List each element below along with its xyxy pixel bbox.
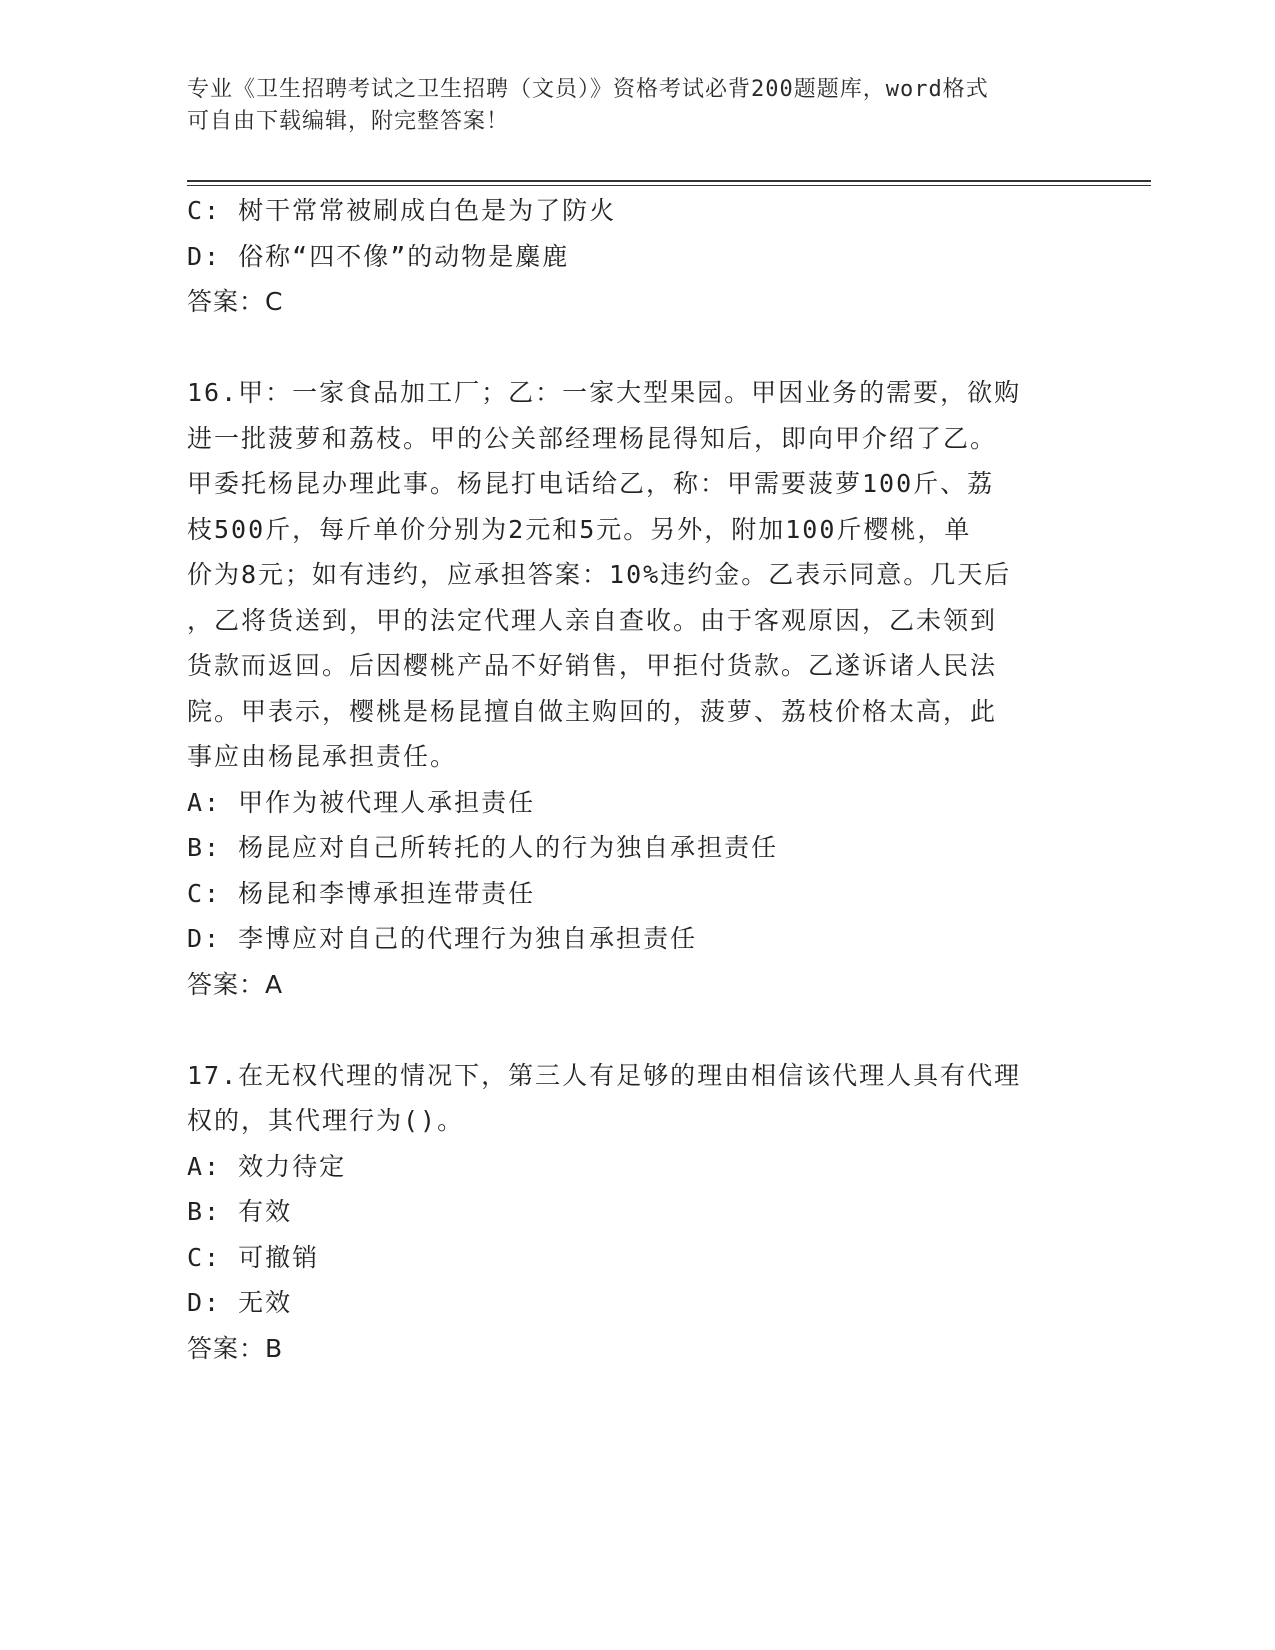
q16-stem-line: 16.甲：一家食品加工厂；乙：一家大型果园。甲因业务的需要，欲购 [187, 378, 1022, 407]
q16-stem-line: 甲委托杨昆办理此事。杨昆打电话给乙，称：甲需要菠萝100斤、荔 [187, 469, 995, 498]
q17-stem [187, 1053, 1067, 1144]
q15-option-c: C: 树干常常被刷成白色是为了防火 [187, 196, 617, 225]
header-divider-thin [187, 185, 1151, 186]
q16-option-c: C: 杨昆和李博承担连带责任 [187, 878, 536, 908]
q17-answer: 答案：B [187, 1333, 284, 1363]
q17-stem-line: 权的，其代理行为()。 [187, 1106, 465, 1135]
spacer [187, 1007, 1067, 1053]
header-divider-thick [187, 180, 1151, 182]
q16-stem-line: 价为8元；如有违约，应承担答案：10%违约金。乙表示同意。几天后 [187, 560, 1012, 589]
q17-option-c: C: 可撤销 [187, 1242, 320, 1272]
q15-answer: 答案：C [187, 287, 284, 316]
q16-stem-line: 进一批菠萝和荔枝。甲的公关部经理杨昆得知后，即向甲介绍了乙。 [187, 423, 998, 453]
q15-option-d: D: 俗称“四不像”的动物是麋鹿 [187, 241, 570, 271]
q16-option-a: A: 甲作为被代理人承担责任 [187, 787, 536, 817]
q16-option-d: D: 李博应对自己的代理行为独自承担责任 [187, 924, 698, 953]
q16-stem [187, 370, 1067, 780]
q16-stem-line: ，乙将货送到，甲的法定代理人亲自查收。由于客观原因，乙未领到 [187, 605, 998, 635]
document-header [187, 74, 1067, 138]
spacer [187, 325, 1067, 371]
q16-stem-line: 货款而返回。后因樱桃产品不好销售，甲拒付货款。乙遂诉诸人民法 [187, 651, 998, 680]
q16-stem-line: 院。甲表示，樱桃是杨昆擅自做主购回的，菠萝、荔枝价格太高，此 [187, 696, 998, 726]
header-line-1: 专业《卫生招聘考试之卫生招聘（文员）》资格考试必背200题题库，word格式 [187, 77, 989, 102]
q16-stem-line: 事应由杨昆承担责任。 [187, 742, 458, 771]
header-line-2: 可自由下载编辑，附完整答案！ [187, 109, 510, 134]
q16-stem-line: 枝500斤，每斤单价分别为2元和5元。另外，附加100斤樱桃，单 [187, 514, 972, 544]
q17-option-d: D: 无效 [187, 1288, 293, 1317]
q17-option-b: B: 有效 [187, 1197, 293, 1226]
q17-option-a: A: 效力待定 [187, 1151, 347, 1181]
q16-answer: 答案：A [187, 969, 284, 999]
q16-option-b: B: 杨昆应对自己所转托的人的行为独自承担责任 [187, 833, 779, 862]
question-content [187, 188, 1067, 1371]
q17-stem-line: 17.在无权代理的情况下，第三人有足够的理由相信该代理人具有代理 [187, 1060, 1022, 1090]
